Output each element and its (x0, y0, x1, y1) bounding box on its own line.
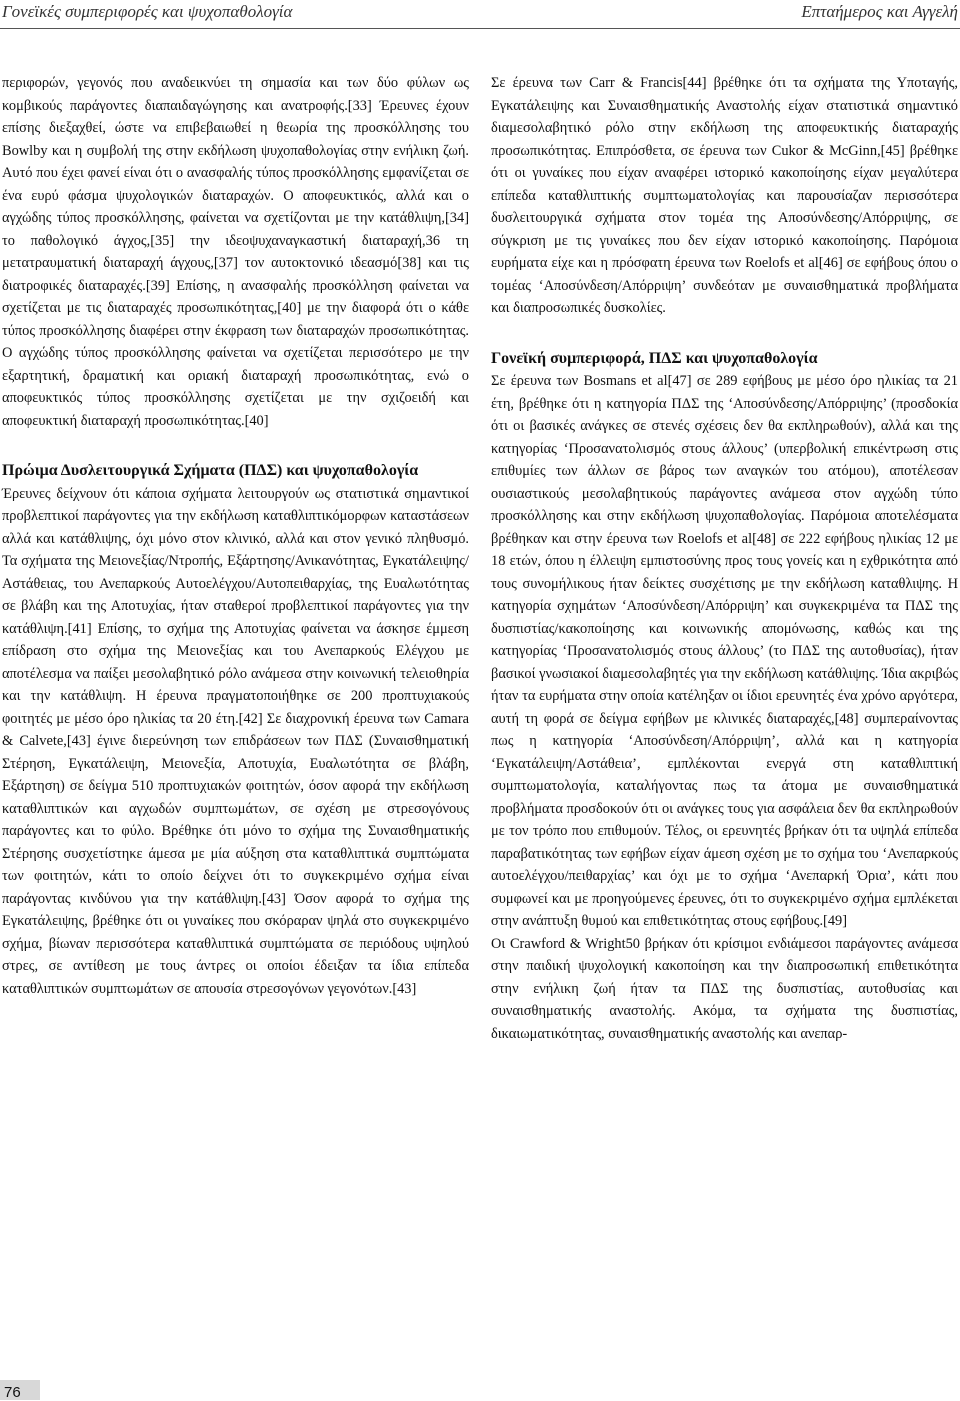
paragraph: Έρευνες δείχνουν ότι κάποια σχήματα λειτουργούν ως στατιστικά σημαντικοί προβλεπτικοί παράγοντες για την εκδήλωση καταθλιπτικόμορφων καταστάσεων αλλά και κατάθλιψης, όχι μόνο στον κλινικό, αλλά και στον γενικό πληθυσμό. Τα σχήματα της Μειονεξίας/Ντροπής, Εξάρτησης/Ανικανότητας, Εγκατάλειψης/Αστάθειας, του Ανεπαρκούς Αυτοελέγχου/Αυτοπειθαρχίας, της Ευαλωτότητας σε βλάβη και της Αποτυχίας, ήταν σταθεροί προβλεπτικοί παράγοντες για την κατάθλιψη.[41] Επίσης, το σχήμα της Αποτυχίας φαίνεται να άσκησε έμμεση επίδραση στο σχήμα της Μειονεξίας και του Ανεπαρκούς Ελέγχου με αποτέλεσμα να παίξει μεσολαβητικό ρόλο ανάμεσα στην κοινωνική τελειοθηρία και την κατάθλιψη. Η έρευνα πραγματοποιήθηκε σε 200 προπτυχιακούς φοιτητές με μέσο όρο ηλικίας τα 20 έτη.[42] Σε διαχρονική έρευνα των Camara & Calvete,[43] έγινε διερεύνηση των επιδράσεων των ΠΔΣ (Συναισθηματική Στέρηση, Εγκατάλειψη, Μειονεξία, Αποτυχία, Ευαλωτότητα σε βλάβη, Εξάρτηση) σε δείγμα 510 προπτυχιακών φοιτητών, όσον αφορά την εκδήλωση καταθλιπτικών και αγχωδών συμπτωμάτων, σε σχέση με στρεσογόνους παράγοντες και το φύλο. Βρέθηκε ότι μόνο το σχήμα της Συναισθηματικής Στέρησης συσχετίστηκε άμεσα με μία αύξηση στα καταθλιπτικά συμπτώματα των φοιτητών, κάτι το οποίο δείχνει ότι το συγκεκριμένο σχήμα είναι παράγοντας κινδύνου για την κατάθλιψη.[43] Όσον αφορά το σχήμα της Εγκατάλειψης, βρέθηκε ότι οι γυναίκες που σκόραραν ψηλά στο συγκεκριμένο σχήμα, βίωναν περισσότερα καταθλιπτικά συμπτώματα σε περιόδους υψηλού στρες, σε αντίθεση με τους άντρες οι οποίοι έδειξαν τα ίδια επίπεδα καταθλιπτικών συμπτωμάτων σε απουσία στρεσογόνων γεγονότων.[43] (2, 485, 469, 997)
running-header-title: Γονεϊκές συμπεριφορές και ψυχοπαθολογία (2, 2, 293, 21)
page-number: 76 (4, 1384, 21, 1401)
running-header (0, 0, 960, 26)
paragraph: Οι Crawford & Wright50 βρήκαν ότι κρίσιμοι ενδιάμεσοι παράγοντες ανάμεσα στην παιδική ψυχολογική κακοποίηση και την διαπροσωπική επιθετικότητα στην ενήλικη ζωή ήταν τα ΠΔΣ της δυσπιστίας, αυτοθυσίας και συναισθηματικής αναστολής. Ακόμα, τα σχήματα της δυσπιστίας, δικαιωματικότητας, συναισθηματικής αναστολής και ανεπαρ- (491, 935, 958, 1042)
section-heading: Πρώιμα Δυσλειτουργικά Σχήματα (ΠΔΣ) και ψυχοπαθολογία (2, 462, 419, 479)
header-rule (0, 28, 960, 29)
running-header-authors: Επταήμερος και Αγγελή (801, 2, 958, 21)
right-column (491, 72, 958, 1045)
section-heading: Γονεϊκή συμπεριφορά, ΠΔΣ και ψυχοπαθολογία (491, 349, 818, 367)
paragraph: Σε έρευνα των Carr & Francis[44] βρέθηκε ότι τα σχήματα της Υποταγής, Εγκατάλειψης και Συναισθηματικής Αναστολής είχαν στατιστικά σημαντικό διαμεσολαβητικό ρόλο στην εκδήλωση της αποφευκτικής διαταραχής προσωπικότητας. Επιπρόσθετα, σε έρευνα των Cukor & McGinn,[45] βρέθηκε ότι οι γυναίκες που είχαν αναφέρει ιστορικό κακοποίησης είχαν μεγαλύτερα επίπεδα καταθλιπτικής συμπτωματολογίας και παρουσίαζαν περισσότερα δυσλειτουργικά σχήματα στον τομέα της Αποσύνδεσης/Απόρριψης, σε σύγκριση με τις γυναίκες που δεν είχαν ιστορικό κακοποίησης. Παρόμοια ευρήματα είχε και η πρόσφατη έρευνα των Roelofs et al[46] σε εφήβους όπου ο τομέας ‘Αποσύνδεση/Απόρριψη’ συνδεόταν με συναισθηματικά προβλήματα και διαπροσωπικές δυσκολίες. (491, 75, 958, 316)
left-column (2, 72, 469, 1000)
paragraph: περιφορών, γεγονός που αναδεικνύει τη σημασία και των δύο φύλων ως κομβικούς παράγοντες διαπαιδαγώγησης και ανατροφής.[33] Έρευνες έχουν επίσης διεξαχθεί, ώστε να επιβεβαιωθεί η θεωρία της προσκόλλησης του Bowlby και η συμβολή της στην εκδήλωση ψυχοπαθολογίας στην ενήλικη ζωή. Αυτό που έχει φανεί είναι ότι ο ανασφαλής τύπος προσκόλλησης εμφανίζεται σε ένα ευρύ φάσμα ψυχολογικών διαταραχών. Ο αποφευκτικός, αλλά και ο αγχώδης τύπος προσκόλλησης, φαίνεται να σχετίζονται με την κατάθλιψη,[34] το παθολογικό άγχος,[35] την ιδεοψυχαναγκαστική διαταραχή,36 τη μετατραυματική διαταραχή άγχους,[37] τον αυτοκτονικό ιδεασμό[38] και τις διατροφικές διαταραχές.[39] Επίσης, η ανασφαλής προσκόλληση φαίνεται να σχετίζεται με τις διαταραχές προσωπικότητας,[40] με την διαφορά ότι ο κάθε τύπος προσκόλλησης διαφέρει στην έκφραση των διαταραχών προσωπικότητας. Ο αγχώδης τύπος προσκόλλησης φαίνεται να σχετίζεται περισσότερο με την εξαρτητική, δραματική και οριακή διαταραχή προσωπικότητας, ενώ ο αποφευκτικός τύπος προσκόλλησης σχετίζεται με την σχιζοειδή και αποφευκτική διαταραχή προσωπικότητας.[40] (2, 75, 469, 429)
paragraph: Σε έρευνα των Bosmans et al[47] σε 289 εφήβους με μέσο όρο ηλικίας τα 21 έτη, βρέθηκε ότι η κατηγορία ΠΔΣ της ‘Αποσύνδεσης/Απόρριψης’ (προσδοκία ότι οι βασικές ανάγκες σε στενές σχέσεις δεν θα εκπληρωθούν), αλλά και της κατηγορίας ‘Προσανατολισμός στους άλλους’ (υπερβολική επικέντρωση στις επιθυμίες των άλλων σε βάρος των αναγκών του ατόμου), αποτέλεσαν ουσιαστικούς μεσολαβητικούς παράγοντες ανάμεσα στον αγχώδη τύπο προσκόλλησης και στην εκδήλωση ψυχοπαθολογίας. Παρόμοια αποτελέσματα βρέθηκαν και στην έρευνα των Roelofs et al[48] σε 222 εφήβους ηλικίας 12 με 18 ετών, όπου η έλλειψη εμπιστοσύνης προς τους γονείς και η εχθρικότητα από τους συνομήλικους ήταν δείκτες συσχέτισης με την εκδήλωση καταθλιψης. Η κατηγορία σχημάτων ‘Αποσύνδεση/Απόρριψη’ και συγκεκριμένα τα ΠΔΣ της δυσπιστίας/κακοποίησης και κοινωνικής απομόνωσης, καθώς και της κατηγορίας ‘Προσανατολισμός στους άλλους’ (το ΠΔΣ της αυτοθυσίας), ήταν βασικοί γνωσιακοί διαμεσολαβητές για την εκδήλωση κατάθλιψης. Ίδια ακριβώς ήταν τα ευρήματα στην οποία κατέληξαν οι ίδιοι ερευνητές ένα χρόνο αργότερα, αυτή τη φορά σε δείγμα εφήβων με κλινικές διαταραχές,[48] συμπεραίνοντας πως η κατηγορία ‘Αποσύνδεση/Απόρριψη’, αλλά και η κατηγορία ‘Εγκατάλειψη/Αστάθεια’, εμπλέκονται ενεργά στη καταθλιπτική συμπτωματολογία, καταλήγοντας πως τα άτομα με συναισθηματικά προβλήματα προσδοκούν ότι οι ανάγκες τους για ασφάλεια δεν θα εκπληρωθούν με τον τρόπο που επιθυμούν. Τέλος, οι ερευνητές βρήκαν ότι τα υψηλά επίπεδα παραβατικότητας των εφήβων είχαν άμεση σχέση με το σχήμα του ‘Ανεπαρκούς αυτοελέγχου/πειθαρχίας’ και όχι με το σχήμα ‘Ανεπαρκή Όρια’, κάτι που συμφωνεί και με προηγούμενες έρευνες, ότι το συγκεκριμένο σχήμα εμπλέκεται στην ανάπτυξη θυμού και επιθετικότητας στους εφήβους.[49] (491, 373, 959, 929)
